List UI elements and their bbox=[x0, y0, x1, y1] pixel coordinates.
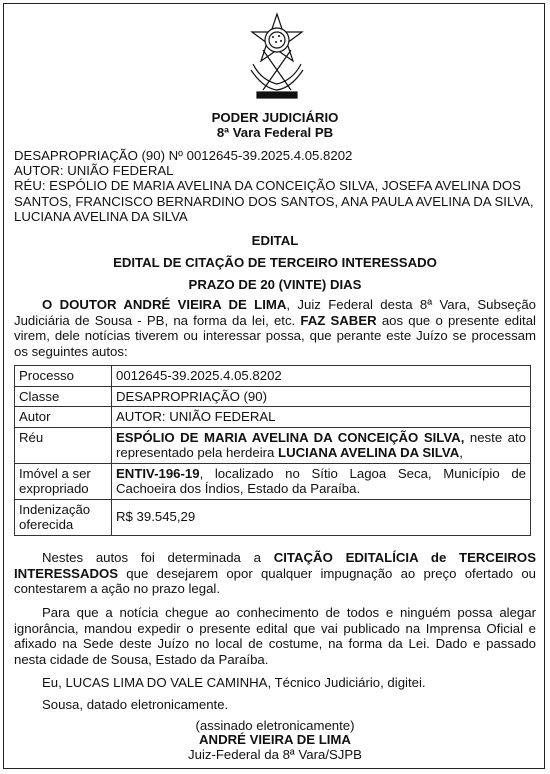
edital-heading: EDITAL bbox=[251, 233, 299, 248]
vara-title: 8ª Vara Federal PB bbox=[216, 125, 334, 140]
reu-heir: LUCIANA AVELINA DA SILVA bbox=[278, 445, 460, 460]
judge-name: O DOUTOR ANDRÉ VIEIRA DE LIMA bbox=[42, 297, 287, 312]
table-row bbox=[15, 366, 531, 387]
table-row bbox=[15, 386, 531, 407]
table-key: Processo bbox=[15, 366, 112, 387]
typist-line: Eu, LUCAS LIMA DO VALE CAMINHA, Técnico Judiciário, digitei. bbox=[42, 675, 426, 690]
table-value: AUTOR: UNIÃO FEDERAL bbox=[112, 407, 531, 428]
intro-paragraph bbox=[14, 297, 536, 359]
table-key: Indenização oferecida bbox=[15, 499, 112, 535]
table-row bbox=[15, 407, 531, 428]
reu-comma: , bbox=[459, 445, 463, 460]
table-key: Réu bbox=[15, 427, 112, 463]
p1-bold: CITAÇÃO EDITALÍCIA de TERCEIROS INTERESSADOS bbox=[14, 550, 536, 581]
prazo-heading: PRAZO DE 20 (VINTE) DIAS bbox=[188, 277, 362, 292]
citacao-heading: EDITAL DE CITAÇÃO DE TERCEIRO INTERESSADO bbox=[113, 255, 437, 270]
table-value: DESAPROPRIAÇÃO (90) bbox=[112, 386, 531, 407]
table-row bbox=[15, 463, 531, 499]
imovel-text: , localizado no Sítio Lagoa Seca, Município de Cachoeira dos Índios, Estado da Paraíba. bbox=[116, 465, 526, 496]
intro-text-1: , Juiz Federal desta 8ª Vara, Subseção Judiciária de Sousa - PB, na forma da lei, etc. bbox=[14, 297, 537, 328]
table-key: Autor bbox=[15, 407, 112, 428]
table-value: 0012645-39.2025.4.05.8202 bbox=[112, 366, 531, 387]
faz-saber: FAZ SABER bbox=[300, 312, 377, 328]
table-row bbox=[15, 499, 531, 535]
case-line-3: RÉU: ESPÓLIO DE MARIA AVELINA DA CONCEIÇÃO SILVA, JOSEFA AVELINA DOS SANTOS, FRANCISCO BERNARDINO DOS SANTOS, ANA PAULA AVELINA DA SILVA, LUCIANA AVELINA DA SILVA bbox=[14, 178, 534, 224]
case-line-1: DESAPROPRIAÇÃO (90) Nº 0012645-39.2025.4.05.8202 bbox=[14, 148, 353, 163]
table-value bbox=[112, 427, 531, 463]
table-key: Imóvel a ser expropriado bbox=[15, 463, 112, 499]
p1-text-c: que desejarem opor qualquer impugnação ao preço ofertado ou contestarem a ação no prazo legal. bbox=[14, 565, 536, 596]
signature-name: ANDRÉ VIEIRA DE LIMA bbox=[199, 732, 351, 747]
org-title: PODER JUDICIÁRIO bbox=[211, 110, 339, 125]
table-value: R$ 39.545,29 bbox=[112, 499, 531, 535]
brazil-coat-of-arms-icon bbox=[243, 10, 311, 106]
case-table bbox=[14, 365, 531, 536]
p1-text-a: Nestes autos foi determinada a bbox=[42, 550, 274, 565]
intro-text-2: aos que o presente edital virem, dele notícias tiverem ou interessar possa, que perante este Juízo se processam os seguintes autos: bbox=[14, 312, 536, 359]
table-row bbox=[15, 427, 531, 463]
edital-page bbox=[3, 3, 545, 769]
publication-paragraph: Para que a notícia chegue ao conhecimento de todos e ninguém possa alegar ignorância, mandou expedir o presente edital que vai publicado na Imprensa Oficial e afixado na Sede deste Juízo no local de costume, na forma da Lei. Dado e passado nesta cidade de Sousa, Estado da Paraíba. bbox=[14, 605, 536, 667]
signature-role: Juiz-Federal da 8ª Vara/SJPB bbox=[188, 747, 362, 762]
reu-text: neste ato representado pela herdeira bbox=[116, 429, 526, 460]
table-key: Classe bbox=[15, 386, 112, 407]
imovel-code: ENTIV-196-19 bbox=[116, 465, 200, 481]
citation-paragraph bbox=[14, 550, 536, 597]
signature-note: (assinado eletronicamente) bbox=[195, 718, 355, 733]
reu-estate: ESPÓLIO DE MARIA AVELINA DA CONCEIÇÃO SILVA, bbox=[116, 429, 465, 445]
table-value bbox=[112, 463, 531, 499]
date-line: Sousa, datado eletronicamente. bbox=[42, 697, 229, 712]
case-line-2: AUTOR: UNIÃO FEDERAL bbox=[14, 163, 174, 178]
